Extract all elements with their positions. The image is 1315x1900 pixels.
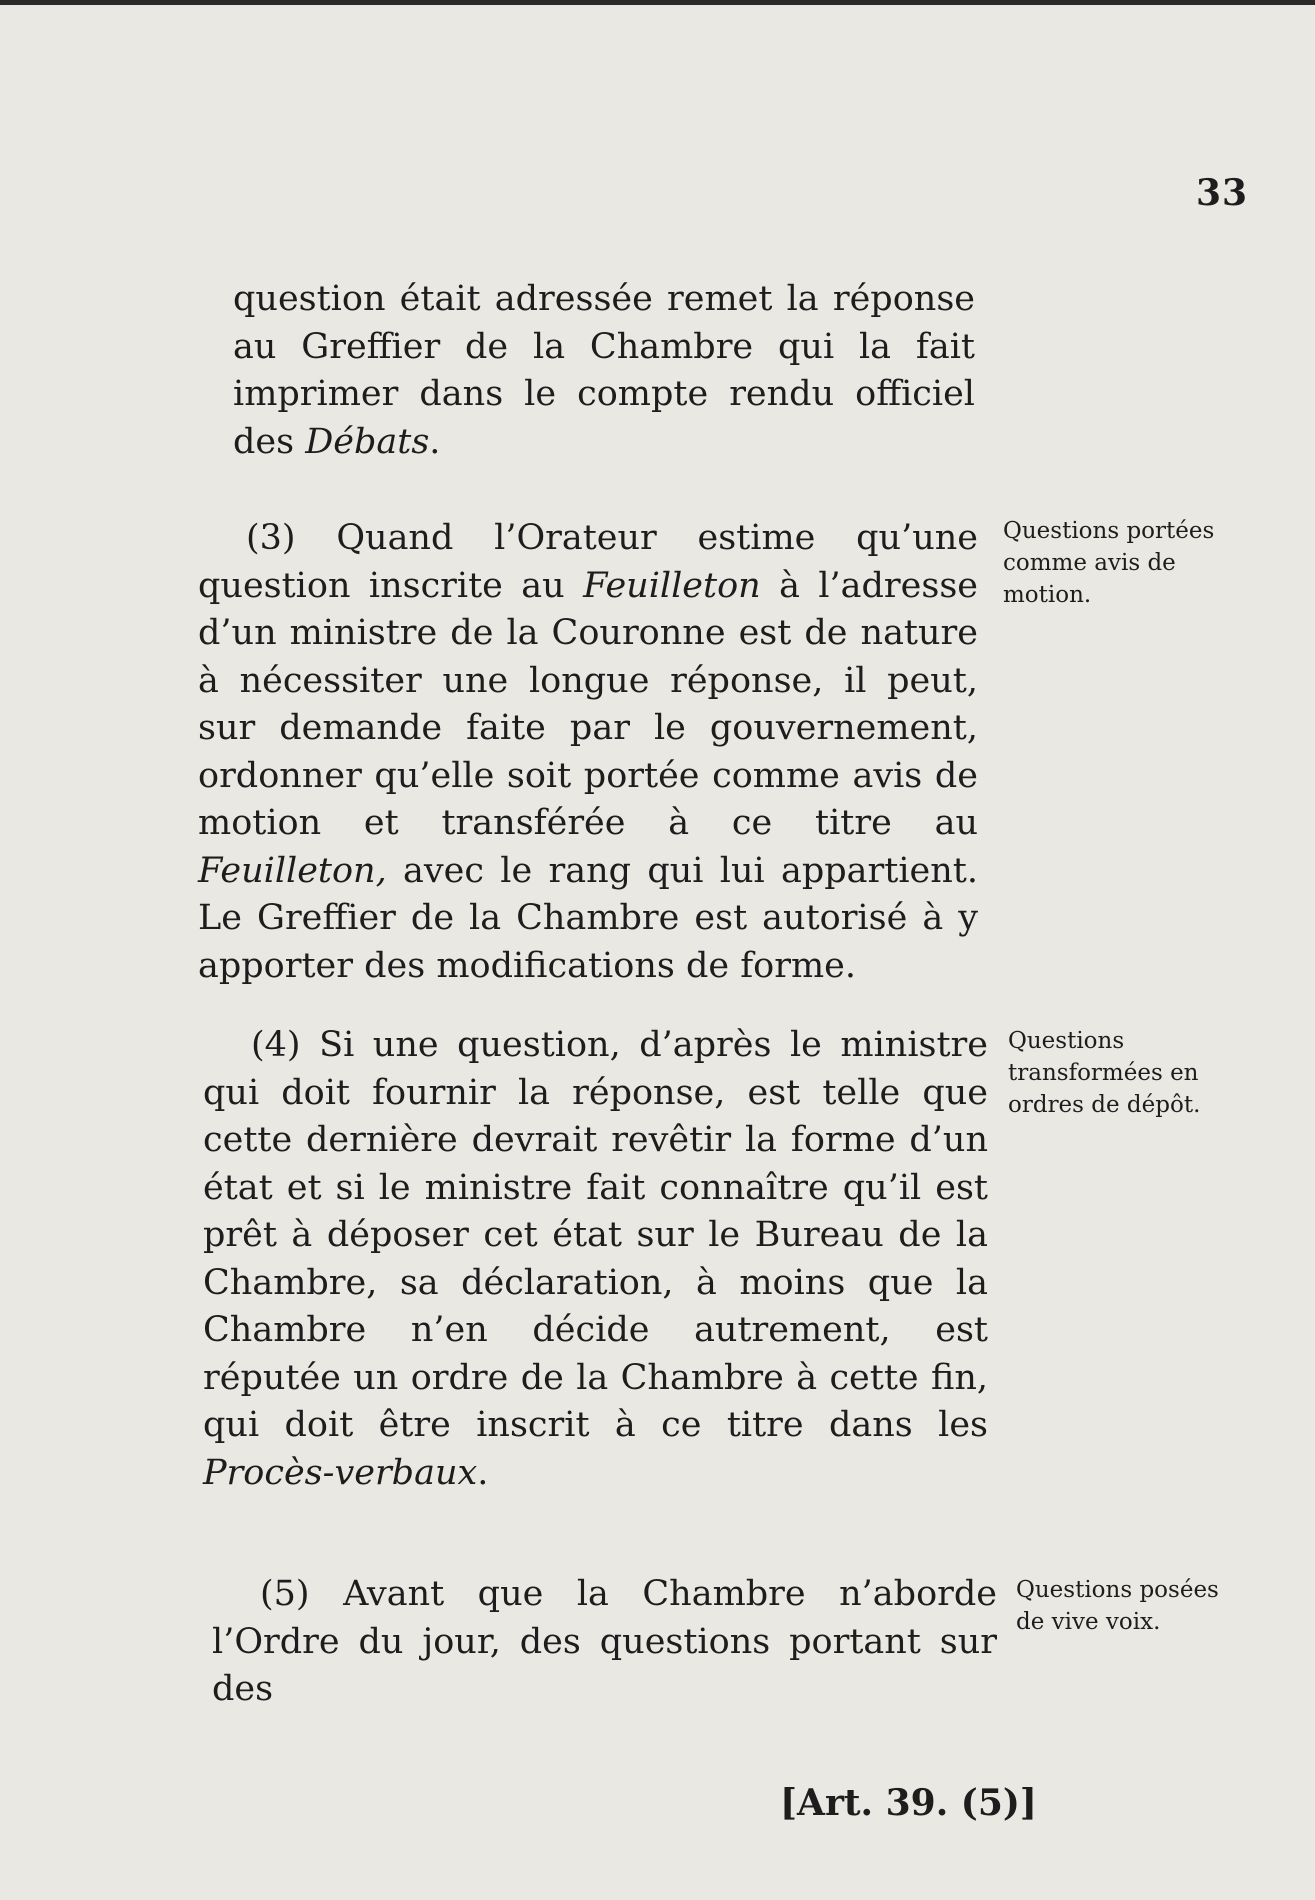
paragraph-1-end: . <box>429 421 441 462</box>
paragraph-3-part-c: avec le rang qui lui appartient. Le Greffier de la Chambre est autorisé à y apporter des modifications de forme. <box>198 850 978 986</box>
feuilleton-italic-2: Feuilleton, <box>198 850 387 891</box>
paragraph-5-text: (5) Avant que la Chambre n’aborde l’Ordre du jour, des questions portant sur des <box>212 1574 997 1709</box>
margin-note-avis-de-motion: Questions portées comme avis de motion. <box>1003 518 1215 608</box>
feuilleton-italic-1: Feuilleton <box>583 565 761 606</box>
paragraph-continued <box>233 276 975 466</box>
margin-note-vive-voix: Questions posées de vive voix. <box>1016 1577 1219 1635</box>
paragraph-3-part-b: à l’adresse d’un ministre de la Couronne est de nature à nécessiter une longue réponse, il peut, sur demande faite par le gouvernement, ordonner qu’elle soit portée comme avis de motion et transférée à ce titre au <box>198 565 979 843</box>
paragraph-1-text: question était adressée remet la réponse au Greffier de la Chambre qui la fait imprimer dans le compte rendu officiel des <box>233 279 975 462</box>
paragraph-4-part-a: (4) Si une question, d’après le ministre qui doit fournir la réponse, est telle que cette dernière devrait revêtir la forme d’un état et si le ministre fait connaître qu’il est prêt à déposer cet état sur le Bureau de la Chambre, sa déclaration, à moins que la Chambre n’en décide autrement, est réputée un ordre de la Chambre à cette fin, qui doit être inscrit à ce titre dans les <box>203 1025 988 1445</box>
paragraph-3-part-a: (3) Quand l’Orateur estime qu’une question inscrite au <box>198 518 978 606</box>
scan-top-edge <box>0 0 1315 5</box>
paragraph-5 <box>212 1571 997 1714</box>
paragraph-4 <box>203 1022 988 1497</box>
paragraph-3 <box>198 515 978 990</box>
paragraph-4-end: . <box>477 1452 489 1493</box>
proces-verbaux-italic: Procès-verbaux <box>203 1452 478 1493</box>
debats-italic: Débats <box>305 421 430 462</box>
article-reference: [Art. 39. (5)] <box>780 1782 1037 1824</box>
page-number: 33 <box>1196 172 1249 214</box>
margin-note-ordres-de-depot: Questions transformées en ordres de dépôt. <box>1008 1028 1201 1118</box>
